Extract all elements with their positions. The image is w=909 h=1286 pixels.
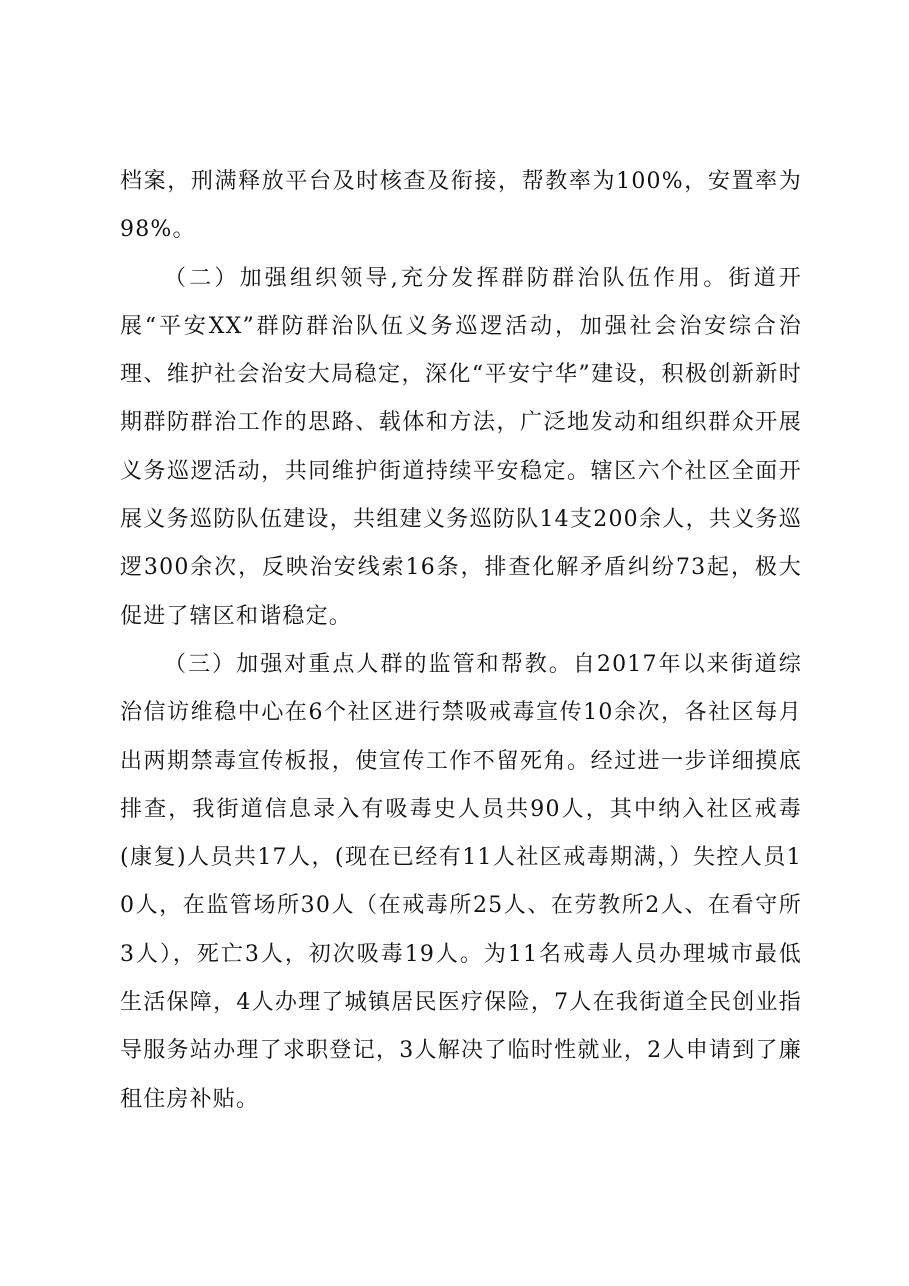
document-body [120,158,802,1124]
paragraph-section-two: （二）加强组织领导,充分发挥群防群治队伍作用。街道开展“平安XX”群防群治队伍义务巡逻活动，加强社会治安综合治理、维护社会治安大局稳定，深化“平安宁华”建设，积极创新新时期群防群治工作的思路、载体和方法，广泛地发动和组织群众开展义务巡逻活动，共同维护街道持续平安稳定。辖区六个社区全面开展义务巡防队伍建设，共组建义务巡防队14支200余人，共义务巡逻300余次，反映治安线索16条，排查化解矛盾纠纷73起，极大促进了辖区和谐稳定。 [120,265,802,629]
paragraph-section-three: （三）加强对重点人群的监管和帮教。自2017年以来街道综治信访维稳中心在6个社区进行禁吸戒毒宣传10余次，各社区每月出两期禁毒宣传板报，使宣传工作不留死角。经过进一步详细摸底排查，我街道信息录入有吸毒史人员共90人，其中纳入社区戒毒(康复)人员共17人，(现在已经有11人社区戒毒期满，）失控人员10人，在监管场所30人（在戒毒所25人、在劳教所2人、在看守所3人），死亡3人，初次吸毒19人。为11名戒毒人员办理城市最低生活保障，4人办理了城镇居民医疗保险，7人在我街道全民创业指导服务站办理了求职登记，3人解决了临时性就业，2人申请到了廉租住房补贴。 [120,651,802,1112]
paragraph-continuation: 档案，刑满释放平台及时核查及衔接，帮教率为100%，安置率为98%。 [120,169,802,243]
